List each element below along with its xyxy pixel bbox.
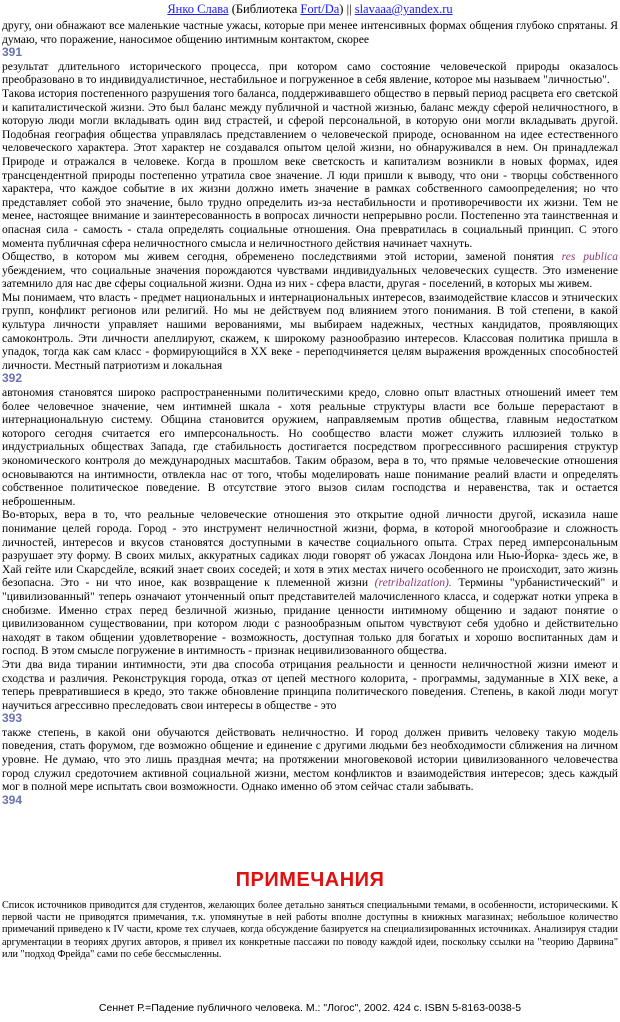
paragraph-1: другу, они обнажают все маленькие частные ужасы, которые при менее интенсивных формах общения глубоко спрятаны. Я думаю, что поражение, наносимое общению интимным контактом, скорее [2, 19, 618, 46]
main-text [2, 19, 618, 807]
paragraph-5: Мы понимаем, что власть - предмет национальных и интернациональных интересов, взаимодействие классов и этнических групп, конфликт регионов или религий. Но мы не действуем под влиянием этого понимания. В той степени, в какой культура личности управляет нашими верованиями, мы выбираем надежных, честных кандидатов, проявляющих самоконтроль. Эти личности апеллируют, скажем, к широкому разнообразию интересов. Классовая политика пришла в упадок, тогда как сам класс - формирующийся в XX веке - переподчиняется целям выражения врожденных способностей личности. Местный патриотизм и локальная [2, 290, 618, 372]
paragraph-9: также степень, в какой они обучаются действовать неличностно. И город должен привить человеку такую модель поведения, стать форумом, где возможно общение и единение с другими людьми без необходимости сближения на личном уровне. Не думаю, что это лишь праздная мечта; на протяжении многовековой истории цивилизованного человечества город служил средоточием активной социальной жизни, местом конфликтов и взаимодействия интересов; здесь каждый мог в полной мере испытать свои возможности. Однако именно об этом сейчас стали забывать. [2, 725, 618, 794]
library-close-text: ) || [339, 2, 355, 16]
latin-term-retribalization: (retribalization). [374, 576, 452, 590]
notes-title: ПРИМЕЧАНИЯ [235, 869, 385, 891]
latin-term-res-publica: res publica [561, 250, 618, 264]
paragraph-4-end: убеждением, что социальные значения порождаются чувствами индивидуальных человеческих существ. Это изменение затемнило для нас две сферы социальной жизни. Одна из них - сфера власти, другая - поселений, в которых мы живем. [2, 263, 618, 291]
library-open-text: (Библиотека [228, 2, 301, 16]
paragraph-7-end: Термины "урбанистический" и "цивилизованный" теперь означают утонченный опыт представителей малочисленного класса, и содержат нотки упрека в снобизме. Именно страх перед безличной жизнью, придание ценности интимному общению и задают понятие о цивилизованном существовании, при котором люди с разнообразным опытом чувствуют себя удобно и действительно находят в таком общении удовлетворение - возможность, доступная только для богатых и хорошо воспитанных дам и господ. В этом смысле погружение в интимность - признак нецивилизованного общества. [2, 576, 618, 658]
paragraph-6: автономия становятся широко распространенными политическими кредо, словно опыт властных отношений имеет тем более человечное значение, чем интимней шкала - хотя реальные структуры власти все больше перерастают в интернациональную систему. Община становится оружием, направляемым против общества, главным недостатком которого сегодня считается его имперсональность. Но сообщество власти может служить иллюзией только в индустриальных обществах Запада, где стабильность достигается посредством прогрессивного расширения структур экономического контроля до международных масштабов. Таким образом, вера в то, что прямые человеческие отношения основываются на интимности, отвлекла нас от того, чтобы моделировать наше понимание реалий власти и определять собственное политическое поведение. В отсутствие этого вызов силам господства и неравенства, так и остается неброшенным. [2, 386, 618, 508]
paragraph-2: результат длительного исторического процесса, при котором само состояние человеческой природы оказалось преобразовано в то индивидуалистичное, нестабильное и погруженное в себя явление, которое мы называем "личностью". [2, 59, 618, 87]
page-number-393: 393 [2, 711, 23, 726]
email-link[interactable]: slavaaa@yandex.ru [354, 2, 453, 16]
paragraph-8: Эти два вида тирании интимности, эти два способа отрицания реальности и ценности неличностной жизни имеют и сходства и различия. Реконструкция города, отказ от цепей местного колорита, - программы, задуманные в XIX веке, а теперь превратившиеся в кредо, это также обновление принципа политического поведения. Степень, в какой люди могут научиться агрессивно преследовать свои интересы в обществе - это [2, 657, 618, 712]
footer-citation: Сеннет Р.=Падение публичного человека. М.: "Логос", 2002. 424 с. ISBN 5-8163-0038-5 [98, 1002, 522, 1014]
paragraph-7-start: Во-вторых, вера в то, что реальные человеческие отношения это открытие одной личности другой, исказила наше понимание целей города. Город - это инструмент неличностной жизни, форма, в которой многообразие и сложность личностей, интересов и вкусов становятся доступными в качестве социального опыта. Страх перед имперсональным разрушает эту форму. В своих милых, аккуратных садиках люди говорят об ужасах Лондона или Нью-Йорка- здесь же, в Хай гейте или Скарсдейле, всякий знает своих соседей; и хотя в этих местах ничего особенного не происходит, зато жизнь безопасна. Это - ни что иное, как возвращение к племенной жизни [2, 508, 618, 590]
fortda-link[interactable]: Fort/Da [300, 2, 340, 16]
page-header [0, 2, 620, 17]
paragraph-3: Такова история постепенного разрушения того баланса, поддерживавшего общество в первый период расцвета его светской и капиталистической жизни. Это был баланс между публичной и частной жизнью, баланс между сферой неличностного, в которую люди могли вкладывать один вид страстей, и сферой персональной, в которую они могли вкладывать другой. Подобная география общества управлялась представлением о человеческой природе, основанном на идее естественного человеческого характера. Этот характер не создавался опытом целой жизни, но обнаруживался в нем. Он принадлежал Природе и отражался в человеке. Когда в прошлом веке светскость и капитализм возникли в новых формах, идея трансцендентной природы постепенно утратила свое значение. Л юди пришли к выводу, что они - творцы собственного характера, что каждое событие в их жизни должно иметь значение в рамках собственного самоопределения; но что представляет собой это значение, было трудно определить из-за нестабильности и противоречивости их жизни. Тем не менее, настоящее внимание и заинтересованность в вопросах личности непрерывно росли. Постепенно эта таинственная и опасная сила - самость - стала определять социальные отношения. Она превратилась в социальный принцип. С этого момента публичная сфера неличностного смысла и неличностного действия начинает чахнуть. [2, 86, 618, 250]
page-number-391: 391 [2, 45, 23, 60]
paragraph-4-start: Общество, в котором мы живем сегодня, обременено последствиями этой истории, заменой понятия [2, 250, 562, 264]
page-number-394: 394 [2, 792, 23, 807]
paragraph-4 [2, 250, 618, 291]
page-number-392: 392 [2, 371, 23, 386]
author-link[interactable]: Янко Слава [167, 2, 229, 16]
paragraph-7 [2, 508, 618, 658]
notes-text: Список источников приводится для студентов, желающих более детально заняться специальными темами, в особенности, историческими. К первой части не приводятся примечания, т.к. упомянутые в ней работы вполне доступны в книжных магазинах; небольшое количество примечаний приведено к IV части, кроме тех случаев, когда обсуждение базируется на специализированных источниках. Анализируя стадии аргументации в теориях других авторов, я привел их конкретные пассажи по поводу каждой идеи, поскольку ссылки на "теорию Дарвина" или "подход Фрейда" сами по себе бессмысленны. [2, 900, 618, 960]
